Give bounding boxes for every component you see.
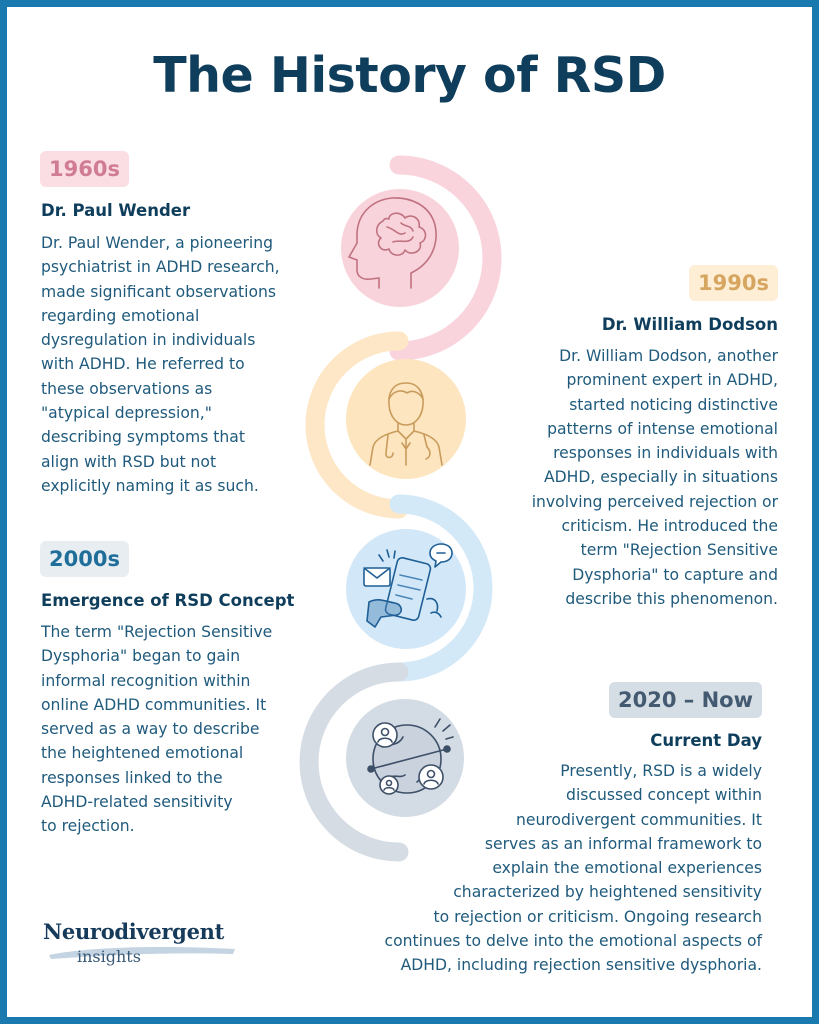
era-badge-2020-now: 2020 – Now (609, 682, 762, 718)
text-line: ADHD, including rejection sensitive dysphoria. (400, 956, 762, 975)
text-line: responses in individuals with (553, 444, 778, 463)
brand-logo (43, 919, 253, 979)
text-line: to rejection. (41, 817, 135, 836)
text-line: neurodivergent communities. It (516, 810, 762, 829)
text-line: prominent expert in ADHD, (566, 371, 778, 390)
section-text-1960s (41, 231, 280, 498)
text-line: dysregulation in individuals (41, 331, 256, 350)
section-heading-2000s: Emergence of RSD Concept (41, 591, 295, 610)
page-title: The History of RSD (153, 47, 666, 104)
section-heading-current-day: Current Day (650, 731, 762, 750)
text-line: with ADHD. He referred to (41, 355, 245, 374)
text-line: Presently, RSD is a widely (560, 762, 762, 780)
logo-subtitle: insights (77, 947, 141, 966)
circle-1960s (341, 189, 459, 307)
infographic-frame (7, 7, 812, 1017)
section-heading-1960s: Dr. Paul Wender (41, 201, 191, 220)
text-line: regarding emotional (41, 306, 200, 325)
section-text-2000s (41, 620, 272, 839)
text-line: serves as an informal framework to (484, 834, 762, 853)
section-heading-1990s: Dr. William Dodson (601, 315, 778, 334)
text-line: responses linked to the (41, 768, 223, 787)
section-text-current-day (385, 759, 763, 978)
text-line: involving perceived rejection or (531, 492, 778, 511)
text-line: informal recognition within (41, 671, 251, 690)
text-line: to rejection or criticism. Ongoing research (433, 907, 762, 926)
text-line: continues to delve into the emotional aspects of (384, 932, 762, 951)
text-line: Dysphoria" to capture and (572, 565, 778, 584)
text-line: describe this phenomenon. (565, 589, 778, 608)
text-line: psychiatrist in ADHD research, (41, 258, 280, 277)
text-line: the heightened emotional (41, 744, 244, 763)
text-line: started noticing distinctive (569, 395, 778, 414)
text-line: align with RSD but not (41, 452, 217, 471)
text-line: served as a way to describe (41, 720, 260, 739)
text-line: explain the emotional experiences (492, 859, 762, 878)
era-badge-1960s: 1960s (40, 151, 129, 187)
text-line: discussed concept within (566, 786, 762, 805)
text-line: The term "Rejection Sensitive (41, 623, 273, 641)
text-line: describing symptoms that (41, 428, 245, 447)
text-line: explicitly naming it as such. (41, 476, 259, 495)
text-line: ADHD-related sensitivity (41, 793, 233, 812)
logo-swash-icon (47, 943, 237, 961)
logo-name: Neurodivergent (43, 919, 224, 944)
text-line: "atypical depression," (41, 404, 212, 423)
text-line: criticism. He introduced the (561, 517, 778, 536)
text-line: Dysphoria" began to gain (41, 647, 241, 666)
text-line: online ADHD communities. It (41, 695, 267, 714)
text-line: patterns of intense emotional (547, 419, 778, 438)
section-text-1990s (532, 344, 778, 611)
text-line: Dr. William Dodson, another (559, 347, 778, 365)
text-line: ADHD, especially in situations (543, 468, 778, 487)
text-line: Dr. Paul Wender, a pioneering (41, 234, 274, 252)
era-badge-1990s: 1990s (689, 265, 778, 301)
text-line: made significant observations (41, 282, 277, 301)
text-line: term "Rejection Sensitive (580, 541, 778, 560)
era-badge-2000s: 2000s (40, 541, 129, 577)
text-line: these observations as (41, 379, 213, 398)
text-line: characterized by heightened sensitivity (453, 883, 762, 902)
